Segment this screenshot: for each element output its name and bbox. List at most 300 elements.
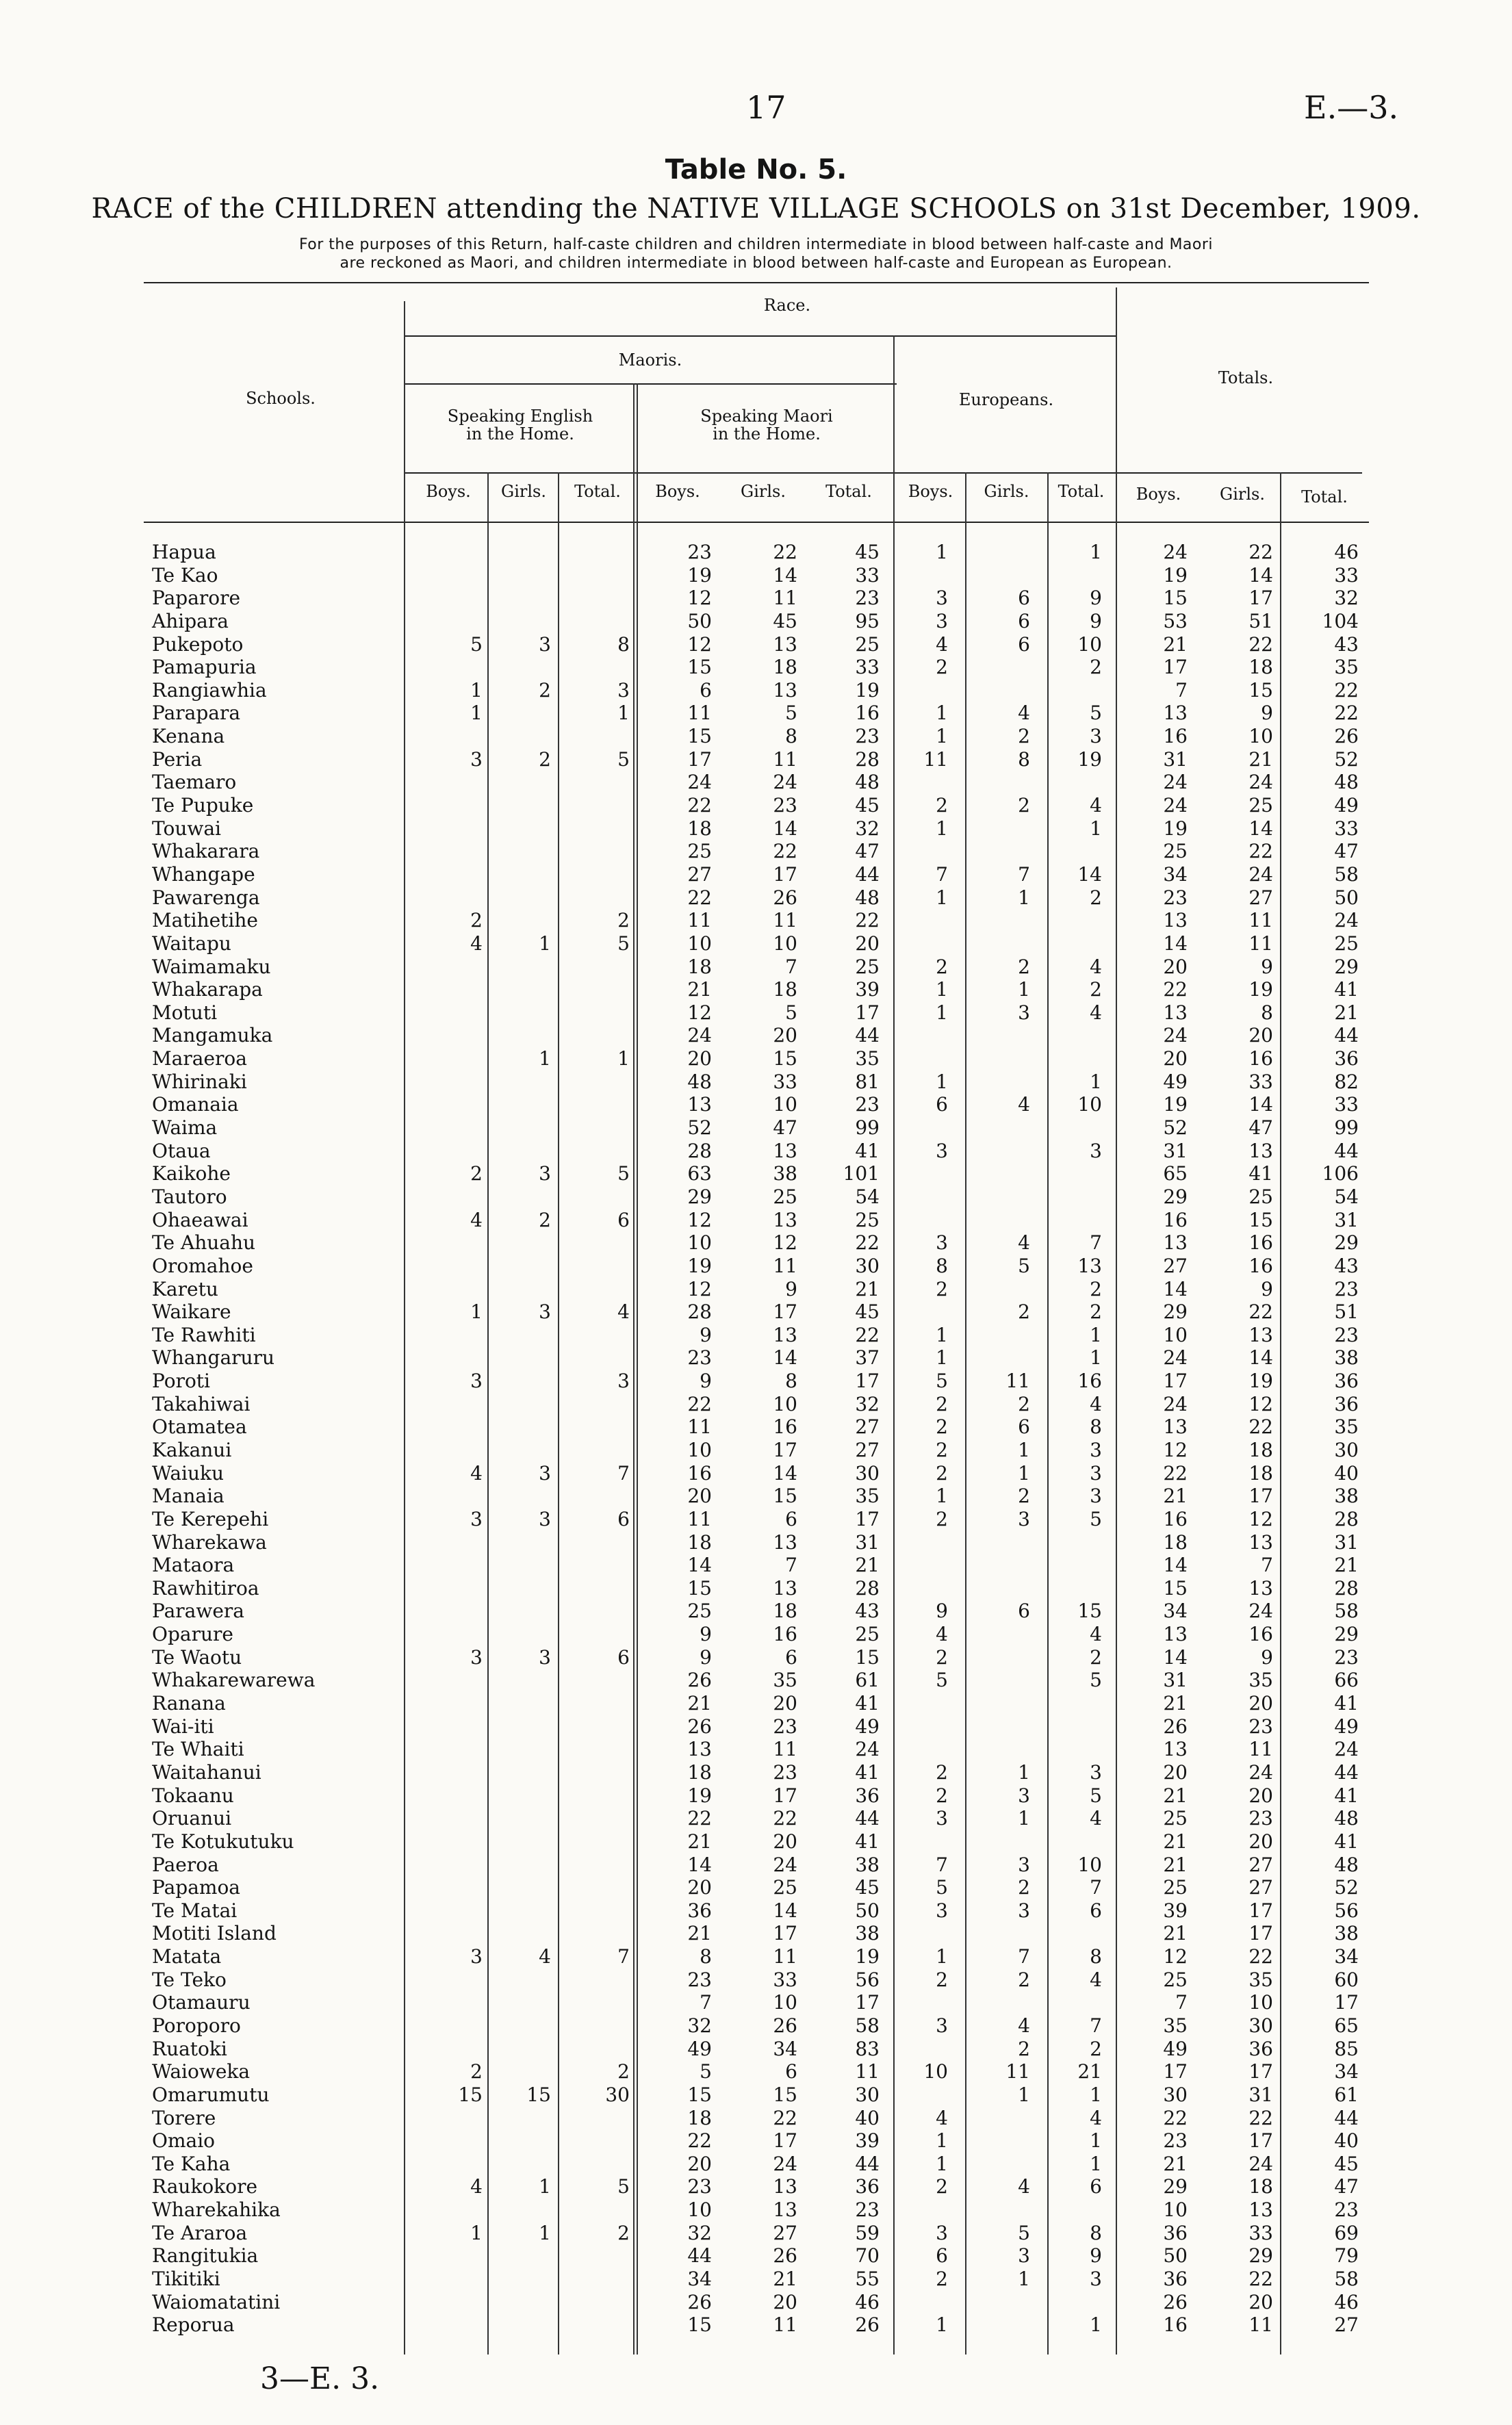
- cell-maori-total: 33: [855, 563, 880, 587]
- cell-maori-total: 45: [855, 541, 880, 563]
- cell-total-girls: 9: [1261, 1645, 1273, 1669]
- cell-total-boys: 17: [1163, 1370, 1188, 1393]
- cell-total-total: 23: [1334, 1645, 1359, 1669]
- cell-maori-girls: 17: [773, 2129, 797, 2153]
- cell-maori-total: 48: [855, 886, 880, 909]
- header-schools: Schools.: [246, 389, 316, 408]
- cell-total-total: 29: [1334, 955, 1359, 978]
- cell-maori-girls: 20: [773, 1024, 797, 1047]
- cell-total-girls: 17: [1248, 1899, 1273, 1922]
- header-speaking-english-1: Speaking English: [447, 407, 593, 426]
- table-row: [0, 1278, 1512, 1301]
- table-row: [0, 1600, 1512, 1623]
- school-name: Ahipara: [152, 609, 229, 632]
- cell-total-total: 58: [1334, 1600, 1359, 1623]
- cell-total-total: 47: [1334, 840, 1359, 863]
- table-row: [0, 771, 1512, 794]
- cell-english-total: 5: [617, 747, 630, 771]
- cell-maori-total: 23: [855, 2198, 880, 2222]
- cell-european-total: 1: [1090, 541, 1102, 563]
- cell-european-total: 1: [1090, 1070, 1102, 1093]
- cell-european-total: 7: [1090, 1231, 1102, 1255]
- school-name: Pawarenga: [152, 886, 260, 909]
- table-row: [0, 1070, 1512, 1094]
- cell-european-boys: 3: [936, 1139, 948, 1162]
- cell-maori-total: 54: [855, 1185, 880, 1208]
- cell-total-total: 36: [1334, 1370, 1359, 1393]
- cell-total-total: 21: [1334, 1001, 1359, 1024]
- cell-maori-girls: 11: [773, 1254, 797, 1277]
- cell-european-girls: 4: [1018, 1231, 1030, 1255]
- cell-total-boys: 22: [1163, 1461, 1188, 1485]
- cell-european-boys: 1: [936, 1323, 948, 1346]
- cell-total-total: 29: [1334, 1231, 1359, 1255]
- cell-european-total: 4: [1090, 1623, 1102, 1646]
- cell-total-boys: 29: [1163, 1185, 1188, 1208]
- cell-european-total: 9: [1090, 2244, 1102, 2268]
- cell-total-girls: 11: [1248, 909, 1273, 932]
- school-name: Whakarewarewa: [152, 1669, 316, 1692]
- cell-european-boys: 1: [936, 1485, 948, 1508]
- cell-total-boys: 13: [1163, 909, 1188, 932]
- cell-total-total: 52: [1334, 747, 1359, 771]
- cell-total-girls: 14: [1248, 1346, 1273, 1370]
- cell-maori-boys: 12: [687, 1208, 712, 1231]
- cell-total-girls: 51: [1248, 609, 1273, 632]
- cell-total-total: 47: [1334, 2175, 1359, 2198]
- cell-total-girls: 22: [1248, 541, 1273, 563]
- note-line-2: are reckoned as Maori, and children intermediate in blood between half-caste and European as European.: [339, 255, 1173, 272]
- school-name: Waimamaku: [152, 955, 271, 978]
- cell-total-girls: 41: [1248, 1162, 1273, 1185]
- cell-maori-boys: 20: [687, 2152, 712, 2175]
- cell-total-total: 99: [1334, 1116, 1359, 1140]
- cell-english-boys: 3: [470, 1945, 483, 1968]
- table-row: [0, 1393, 1512, 1416]
- school-name: Whakarara: [152, 840, 260, 863]
- cell-english-boys: 4: [470, 932, 483, 955]
- cell-maori-boys: 19: [687, 563, 712, 587]
- cell-european-total: 4: [1090, 794, 1102, 817]
- cell-maori-girls: 6: [785, 2060, 797, 2083]
- cell-european-boys: 2: [936, 2175, 948, 2198]
- cell-total-total: 17: [1334, 1991, 1359, 2014]
- school-name: Te Waotu: [152, 1645, 242, 1669]
- cell-total-boys: 14: [1163, 1554, 1188, 1577]
- cell-total-total: 49: [1334, 1715, 1359, 1738]
- cell-european-total: 3: [1090, 725, 1102, 748]
- cell-total-total: 58: [1334, 862, 1359, 886]
- table-row: [0, 2313, 1512, 2337]
- table-row: [0, 2014, 1512, 2038]
- cell-total-boys: 29: [1163, 1300, 1188, 1324]
- cell-total-boys: 52: [1163, 1116, 1188, 1140]
- cell-total-girls: 22: [1248, 840, 1273, 863]
- cell-total-girls: 23: [1248, 1715, 1273, 1738]
- cell-european-total: 5: [1090, 1784, 1102, 1807]
- cell-english-boys: 15: [458, 2083, 483, 2106]
- cell-european-girls: 2: [1018, 2037, 1030, 2060]
- cell-total-boys: 10: [1163, 1323, 1188, 1346]
- cell-maori-girls: 7: [785, 955, 797, 978]
- cell-european-total: 2: [1090, 656, 1102, 679]
- school-name: Matihetihe: [152, 909, 258, 932]
- cell-maori-total: 43: [855, 1600, 880, 1623]
- school-name: Ranana: [152, 1692, 226, 1715]
- cell-european-boys: 4: [936, 1623, 948, 1646]
- cell-european-boys: 6: [936, 2244, 948, 2268]
- school-name: Oruanui: [152, 1807, 232, 1830]
- cell-maori-total: 35: [855, 1485, 880, 1508]
- cell-european-total: 6: [1090, 2175, 1102, 2198]
- school-name: Te Pupuke: [152, 794, 254, 817]
- cell-maori-boys: 11: [687, 909, 712, 932]
- table-row: [0, 1370, 1512, 1393]
- school-name: Otaua: [152, 1139, 211, 1162]
- table-row: [0, 2129, 1512, 2153]
- page-footer: 3—E. 3.: [260, 2361, 380, 2396]
- cell-total-total: 22: [1334, 678, 1359, 702]
- cell-maori-boys: 14: [687, 1554, 712, 1577]
- cell-english-boys: 2: [470, 1162, 483, 1185]
- cell-maori-girls: 14: [773, 1461, 797, 1485]
- cell-european-girls: 2: [1018, 1300, 1030, 1324]
- cell-total-boys: 21: [1163, 1853, 1188, 1876]
- table-row: [0, 702, 1512, 725]
- cell-total-total: 66: [1334, 1669, 1359, 1692]
- cell-maori-boys: 22: [687, 2129, 712, 2153]
- cell-total-boys: 36: [1163, 2221, 1188, 2244]
- table-row: [0, 1485, 1512, 1508]
- cell-total-total: 41: [1334, 1784, 1359, 1807]
- cell-total-girls: 10: [1248, 1991, 1273, 2014]
- cell-total-boys: 15: [1163, 1576, 1188, 1600]
- cell-maori-girls: 11: [773, 587, 797, 610]
- school-name: Torere: [152, 2106, 216, 2129]
- cell-total-total: 106: [1322, 1162, 1359, 1185]
- header-top-rule: [144, 282, 1369, 283]
- cell-european-total: 21: [1077, 2060, 1102, 2083]
- cell-english-boys: 2: [470, 909, 483, 932]
- cell-european-boys: 1: [936, 1001, 948, 1024]
- cell-european-boys: 10: [923, 2060, 948, 2083]
- table-row: [0, 1945, 1512, 1968]
- cell-maori-total: 40: [855, 2106, 880, 2129]
- cell-total-total: 45: [1334, 2152, 1359, 2175]
- cell-total-boys: 16: [1163, 1507, 1188, 1530]
- cell-total-boys: 25: [1163, 1807, 1188, 1830]
- table-row: [0, 1209, 1512, 1232]
- cell-english-girls: 1: [539, 2175, 551, 2198]
- header-totals: Totals.: [1218, 368, 1274, 387]
- cell-total-boys: 14: [1163, 932, 1188, 955]
- table-row: [0, 2268, 1512, 2291]
- cell-total-girls: 14: [1248, 563, 1273, 587]
- cell-maori-boys: 20: [687, 1485, 712, 1508]
- table-row: [0, 1991, 1512, 2014]
- school-name: Ohaeawai: [152, 1208, 248, 1231]
- cell-european-total: 10: [1077, 632, 1102, 656]
- cell-european-total: 4: [1090, 955, 1102, 978]
- school-name: Mangamuka: [152, 1024, 273, 1047]
- cell-total-girls: 24: [1248, 2152, 1273, 2175]
- cell-total-total: 32: [1334, 587, 1359, 610]
- school-name: Te Whaiti: [152, 1738, 244, 1761]
- cell-maori-boys: 15: [687, 2083, 712, 2106]
- school-name: Matata: [152, 1945, 222, 1968]
- header-girls-totals: Girls.: [1220, 485, 1265, 504]
- cell-european-total: 1: [1090, 1346, 1102, 1370]
- cell-maori-total: 36: [855, 2175, 880, 2198]
- table-row: [0, 1300, 1512, 1324]
- cell-maori-girls: 26: [773, 886, 797, 909]
- cell-maori-boys: 18: [687, 1530, 712, 1554]
- cell-maori-total: 36: [855, 1784, 880, 1807]
- cell-european-girls: 1: [1018, 1807, 1030, 1830]
- cell-maori-boys: 23: [687, 2175, 712, 2198]
- cell-total-girls: 16: [1248, 1623, 1273, 1646]
- cell-maori-girls: 17: [773, 1300, 797, 1324]
- cell-maori-total: 59: [855, 2221, 880, 2244]
- cell-european-total: 8: [1090, 1945, 1102, 1968]
- cell-total-boys: 31: [1163, 1669, 1188, 1692]
- cell-european-boys: 1: [936, 541, 948, 563]
- cell-european-boys: 1: [936, 1070, 948, 1093]
- table-row: [0, 1255, 1512, 1278]
- cell-maori-total: 25: [855, 1623, 880, 1646]
- table-row: [0, 863, 1512, 886]
- table-title: Table No. 5.: [665, 154, 847, 185]
- cell-total-boys: 18: [1163, 1530, 1188, 1554]
- cell-european-boys: 2: [936, 794, 948, 817]
- header-bottom-rule: [144, 522, 1369, 523]
- cell-maori-girls: 15: [773, 2083, 797, 2106]
- cell-maori-boys: 12: [687, 587, 712, 610]
- cell-total-total: 41: [1334, 1692, 1359, 1715]
- cell-maori-total: 32: [855, 1392, 880, 1415]
- cell-maori-total: 81: [855, 1070, 880, 1093]
- school-name: Wharekawa: [152, 1530, 267, 1554]
- school-name: Te Araroa: [152, 2221, 248, 2244]
- cell-total-girls: 11: [1248, 1738, 1273, 1761]
- cell-total-total: 104: [1322, 609, 1359, 632]
- cell-maori-girls: 5: [785, 702, 797, 725]
- school-name: Waitahanui: [152, 1760, 261, 1784]
- table-row: [0, 1554, 1512, 1577]
- cell-european-total: 1: [1090, 2313, 1102, 2337]
- school-name: Wharekahika: [152, 2198, 281, 2222]
- table-row: [0, 1968, 1512, 1992]
- cell-european-boys: 2: [936, 955, 948, 978]
- cell-total-girls: 27: [1248, 886, 1273, 909]
- cell-total-girls: 22: [1248, 1300, 1273, 1324]
- cell-total-boys: 49: [1163, 1070, 1188, 1093]
- cell-european-total: 9: [1090, 609, 1102, 632]
- cell-maori-total: 45: [855, 1300, 880, 1324]
- cell-maori-boys: 24: [687, 771, 712, 794]
- table-row: [0, 1140, 1512, 1163]
- cell-total-boys: 19: [1163, 1093, 1188, 1116]
- cell-total-girls: 27: [1248, 1853, 1273, 1876]
- cell-maori-total: 22: [855, 909, 880, 932]
- school-name: Waiuku: [152, 1461, 225, 1485]
- cell-total-total: 43: [1334, 1254, 1359, 1277]
- cell-european-total: 2: [1090, 1300, 1102, 1324]
- cell-maori-boys: 6: [700, 678, 712, 702]
- table-row: [0, 1531, 1512, 1554]
- cell-maori-girls: 33: [773, 1070, 797, 1093]
- cell-total-girls: 19: [1248, 978, 1273, 1001]
- table-row: [0, 679, 1512, 702]
- cell-maori-girls: 8: [785, 725, 797, 748]
- cell-maori-boys: 18: [687, 2106, 712, 2129]
- cell-european-total: 7: [1090, 1876, 1102, 1899]
- cell-european-boys: 1: [936, 2313, 948, 2337]
- cell-maori-girls: 18: [773, 656, 797, 679]
- cell-total-girls: 33: [1248, 2221, 1273, 2244]
- cell-european-total: 5: [1090, 1669, 1102, 1692]
- cell-maori-total: 24: [855, 1738, 880, 1761]
- cell-total-girls: 20: [1248, 2290, 1273, 2313]
- cell-total-girls: 25: [1248, 794, 1273, 817]
- cell-english-total: 8: [617, 632, 630, 656]
- cell-english-boys: 1: [470, 678, 483, 702]
- cell-maori-girls: 14: [773, 563, 797, 587]
- table-row: [0, 1439, 1512, 1462]
- school-name: Peria: [152, 747, 203, 771]
- cell-english-total: 6: [617, 1208, 630, 1231]
- cell-maori-boys: 19: [687, 1254, 712, 1277]
- header-boys-totals: Boys.: [1136, 485, 1181, 504]
- cell-maori-total: 35: [855, 1047, 880, 1070]
- cell-total-girls: 20: [1248, 1830, 1273, 1853]
- cell-english-boys: 1: [470, 2221, 483, 2244]
- cell-european-boys: 3: [936, 1231, 948, 1255]
- school-name: Rawhitiroa: [152, 1576, 259, 1600]
- cell-total-total: 35: [1334, 656, 1359, 679]
- cell-maori-boys: 12: [687, 1277, 712, 1300]
- table-row: [0, 1508, 1512, 1531]
- cell-european-girls: 8: [1018, 747, 1030, 771]
- cell-maori-total: 21: [855, 1277, 880, 1300]
- cell-total-girls: 24: [1248, 1600, 1273, 1623]
- cell-total-boys: 22: [1163, 978, 1188, 1001]
- cell-maori-total: 27: [855, 1415, 880, 1439]
- cell-total-boys: 12: [1163, 1945, 1188, 1968]
- cell-total-total: 33: [1334, 817, 1359, 840]
- cell-maori-boys: 15: [687, 656, 712, 679]
- cell-maori-boys: 23: [687, 1346, 712, 1370]
- cell-total-girls: 29: [1248, 2244, 1273, 2268]
- table-row: [0, 1001, 1512, 1025]
- cell-total-total: 44: [1334, 1024, 1359, 1047]
- cell-european-boys: 2: [936, 1438, 948, 1461]
- cell-maori-girls: 18: [773, 1600, 797, 1623]
- cell-maori-boys: 17: [687, 747, 712, 771]
- cell-maori-total: 21: [855, 1554, 880, 1577]
- cell-total-girls: 17: [1248, 587, 1273, 610]
- cell-total-boys: 13: [1163, 1001, 1188, 1024]
- cell-european-total: 8: [1090, 1415, 1102, 1439]
- cell-maori-boys: 25: [687, 1600, 712, 1623]
- cell-maori-boys: 18: [687, 1760, 712, 1784]
- cell-total-total: 41: [1334, 1830, 1359, 1853]
- cell-total-girls: 7: [1261, 1554, 1273, 1577]
- cell-european-girls: 3: [1018, 1784, 1030, 1807]
- cell-maori-boys: 32: [687, 2221, 712, 2244]
- cell-european-girls: 3: [1018, 1507, 1030, 1530]
- cell-maori-girls: 26: [773, 2014, 797, 2037]
- cell-total-girls: 8: [1261, 1001, 1273, 1024]
- cell-english-girls: 15: [526, 2083, 551, 2106]
- cell-english-girls: 3: [539, 632, 551, 656]
- cell-european-boys: 3: [936, 587, 948, 610]
- cell-total-girls: 17: [1248, 2129, 1273, 2153]
- cell-maori-girls: 16: [773, 1623, 797, 1646]
- school-name: Karetu: [152, 1277, 218, 1300]
- cell-maori-boys: 23: [687, 541, 712, 563]
- cell-european-boys: 2: [936, 1392, 948, 1415]
- cell-european-boys: 2: [936, 656, 948, 679]
- cell-european-girls: 7: [1018, 1945, 1030, 1968]
- cell-total-boys: 15: [1163, 587, 1188, 610]
- cell-total-girls: 20: [1248, 1784, 1273, 1807]
- cell-english-total: 30: [605, 2083, 630, 2106]
- cell-maori-total: 23: [855, 725, 880, 748]
- cell-european-boys: 5: [936, 1876, 948, 1899]
- cell-maori-boys: 5: [700, 2060, 712, 2083]
- cell-maori-boys: 22: [687, 1807, 712, 1830]
- cell-european-girls: 6: [1018, 632, 1030, 656]
- cell-maori-boys: 63: [687, 1162, 712, 1185]
- table-row: [0, 2291, 1512, 2314]
- cell-european-total: 1: [1090, 2152, 1102, 2175]
- cell-maori-total: 45: [855, 1876, 880, 1899]
- cell-english-total: 7: [617, 1461, 630, 1485]
- table-row: [0, 978, 1512, 1001]
- cell-maori-girls: 25: [773, 1876, 797, 1899]
- cell-total-girls: 11: [1248, 932, 1273, 955]
- cell-maori-girls: 35: [773, 1669, 797, 1692]
- school-name: Te Teko: [152, 1968, 227, 1991]
- cell-maori-total: 15: [855, 1645, 880, 1669]
- cell-maori-boys: 22: [687, 1392, 712, 1415]
- cell-total-boys: 20: [1163, 1047, 1188, 1070]
- cell-maori-girls: 20: [773, 1692, 797, 1715]
- document-reference: E.—3.: [1304, 89, 1399, 126]
- cell-maori-total: 31: [855, 1530, 880, 1554]
- table-row: [0, 1116, 1512, 1140]
- cell-total-girls: 31: [1248, 2083, 1273, 2106]
- cell-maori-total: 26: [855, 2313, 880, 2337]
- cell-total-total: 33: [1334, 1093, 1359, 1116]
- cell-maori-girls: 22: [773, 2106, 797, 2129]
- cell-total-total: 25: [1334, 932, 1359, 955]
- table-body: [0, 541, 1512, 2337]
- cell-total-girls: 24: [1248, 771, 1273, 794]
- cell-total-boys: 19: [1163, 817, 1188, 840]
- cell-total-total: 54: [1334, 1185, 1359, 1208]
- table-row: [0, 2175, 1512, 2198]
- cell-english-total: 4: [617, 1300, 630, 1324]
- cell-european-total: 16: [1077, 1370, 1102, 1393]
- cell-european-total: 4: [1090, 2106, 1102, 2129]
- cell-european-girls: 3: [1018, 2244, 1030, 2268]
- cell-english-boys: 1: [470, 1300, 483, 1324]
- cell-total-boys: 25: [1163, 1968, 1188, 1991]
- cell-total-girls: 11: [1248, 2313, 1273, 2337]
- cell-maori-girls: 13: [773, 632, 797, 656]
